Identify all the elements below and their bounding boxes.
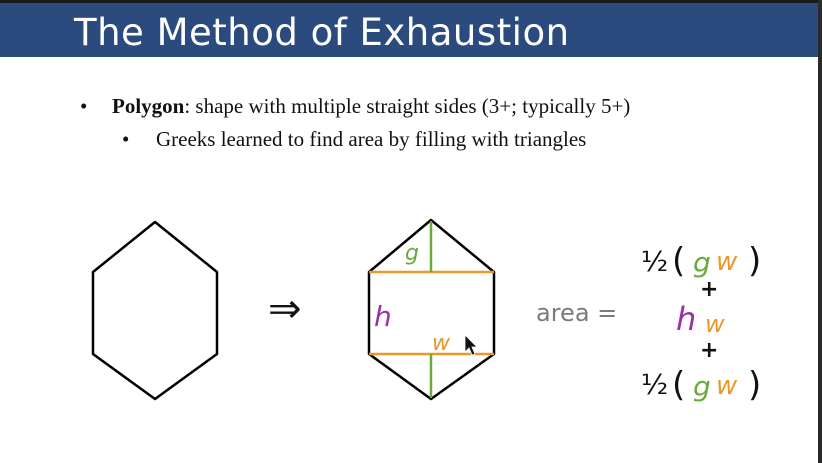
w-middle: w	[705, 310, 725, 338]
w-bottom: w	[716, 371, 738, 401]
paren-open-bottom: (	[672, 365, 686, 405]
half-top: ½	[641, 245, 669, 278]
mouse-cursor-icon	[465, 335, 477, 355]
paren-close-top: )	[748, 241, 762, 281]
label-w: w	[432, 331, 450, 356]
plus-1: +	[700, 277, 719, 302]
half-bottom: ½	[641, 368, 669, 401]
sub-bullet-text: Greeks learned to find area by filling with triangles	[156, 127, 587, 151]
implies-arrow: ⇒	[268, 286, 302, 332]
sub-bullet-dot: •	[122, 127, 130, 151]
h-middle: h	[676, 300, 697, 338]
label-g: g	[405, 241, 419, 266]
plus-2: +	[700, 338, 719, 363]
slide-title: The Method of Exhaustion	[74, 11, 570, 54]
bullet-dot: •	[80, 94, 88, 118]
w-top: w	[716, 247, 738, 277]
area-label: area =	[536, 299, 618, 327]
label-h: h	[374, 300, 392, 333]
g-top: g	[693, 246, 711, 279]
g-bottom: g	[693, 370, 711, 403]
paren-open-top: (	[672, 241, 686, 281]
hexagon-plain	[93, 222, 217, 399]
bullet-definition: : shape with multiple straight sides (3+; typically 5+)	[184, 94, 631, 118]
paren-close-bottom: )	[748, 365, 762, 405]
bullet-term: Polygon	[112, 94, 185, 118]
